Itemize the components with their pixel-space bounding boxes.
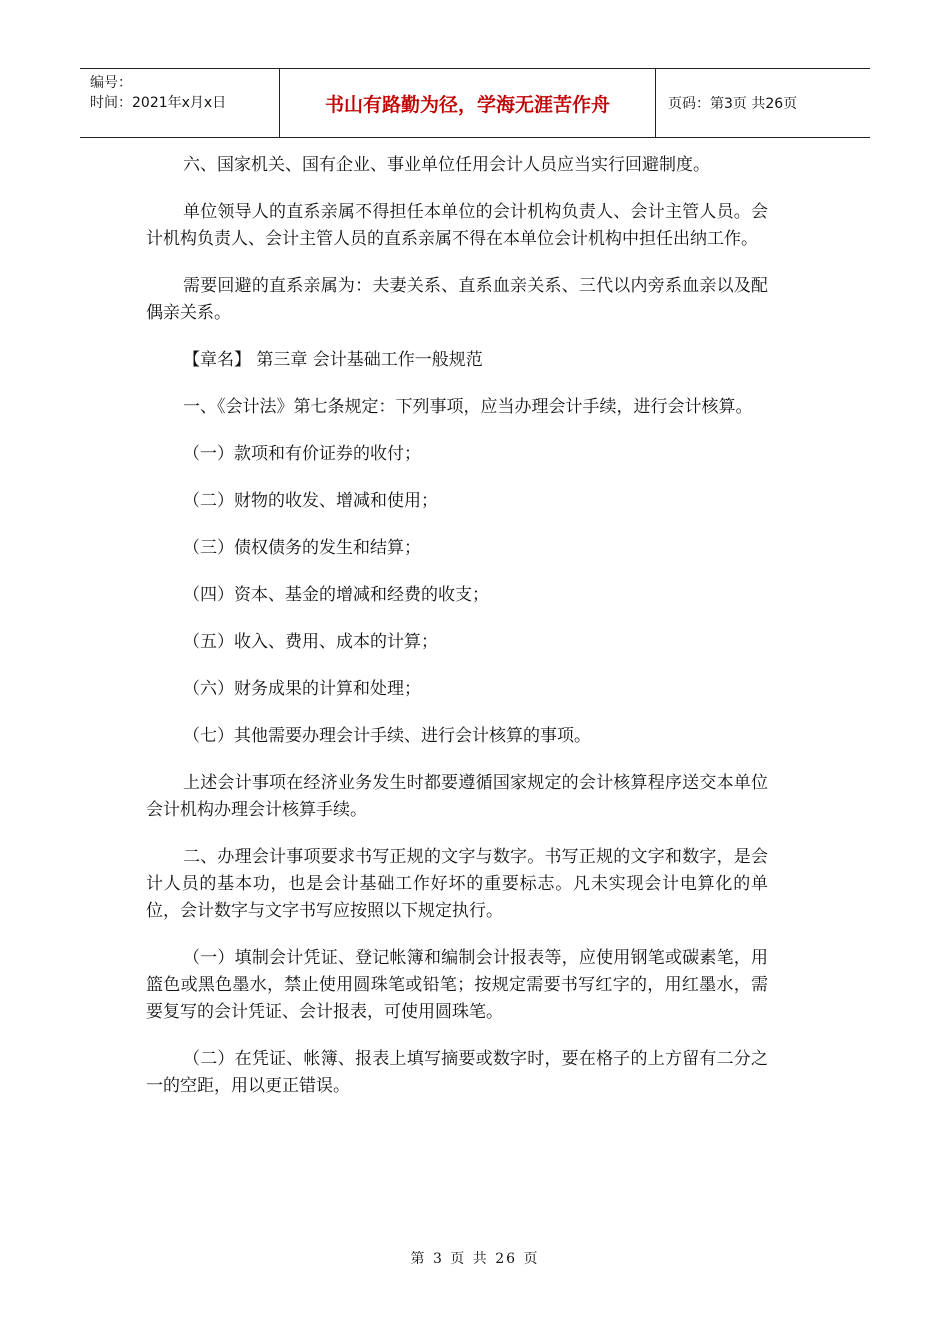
paragraph: 上述会计事项在经济业务发生时都要遵循国家规定的会计核算程序送交本单位会计机构办理会计核算手续。 — [146, 773, 768, 820]
list-item: （七）其他需要办理会计手续、进行会计核算的事项。 — [183, 726, 591, 746]
paragraph: 一、《会计法》第七条规定：下列事项，应当办理会计手续，进行会计核算。 — [183, 397, 753, 417]
paragraph: （一）填制会计凭证、登记帐簿和编制会计报表等，应使用钢笔或碳素笔，用篮色或黑色墨水，禁止使用圆珠笔或铅笔；按规定需要书写红字的，用红墨水，需要复写的会计凭证、会计报表，可使用圆珠笔。 — [146, 948, 768, 1022]
chapter-heading: 【章名】 第三章 会计基础工作一般规范 — [183, 350, 483, 370]
paragraph: （二）在凭证、帐簿、报表上填写摘要或数字时，要在格子的上方留有二分之一的空距，用以更正错误。 — [146, 1049, 768, 1096]
list-item: （二）财物的收发、增减和使用； — [183, 491, 438, 511]
list-item: （四）资本、基金的增减和经费的收支； — [183, 585, 489, 605]
list-item: （三）债权债务的发生和结算； — [183, 538, 421, 558]
document-body — [146, 152, 768, 1120]
document-number-label: 编号： — [90, 75, 132, 91]
header-motto: 书山有路勤为径，学海无涯苦作舟 — [280, 69, 656, 137]
header-page-info: 页码：第3页 共26页 — [668, 96, 798, 112]
list-item: （六）财务成果的计算和处理； — [183, 679, 421, 699]
paragraph: 需要回避的直系亲属为：夫妻关系、直系血亲关系、三代以内旁系血亲以及配偶亲关系。 — [146, 276, 768, 323]
list-item: （一）款项和有价证券的收付； — [183, 444, 421, 464]
paragraph: 单位领导人的直系亲属不得担任本单位的会计机构负责人、会计主管人员。会计机构负责人、会计主管人员的直系亲属不得在本单位会计机构中担任出纳工作。 — [146, 202, 768, 249]
header-meta — [80, 69, 280, 137]
list-item: （五）收入、费用、成本的计算； — [183, 632, 438, 652]
page-footer: 第 3 页 共 26 页 — [410, 1251, 540, 1267]
page-header — [80, 68, 870, 138]
paragraph: 二、办理会计事项要求书写正规的文字与数字。书写正规的文字和数字，是会计人员的基本功，也是会计基础工作好坏的重要标志。凡未实现会计电算化的单位，会计数字与文字书写应按照以下规定执行。 — [146, 847, 768, 921]
document-date: 时间：2021年x月x日 — [90, 95, 227, 111]
paragraph: 六、国家机关、国有企业、事业单位任用会计人员应当实行回避制度。 — [183, 155, 710, 175]
